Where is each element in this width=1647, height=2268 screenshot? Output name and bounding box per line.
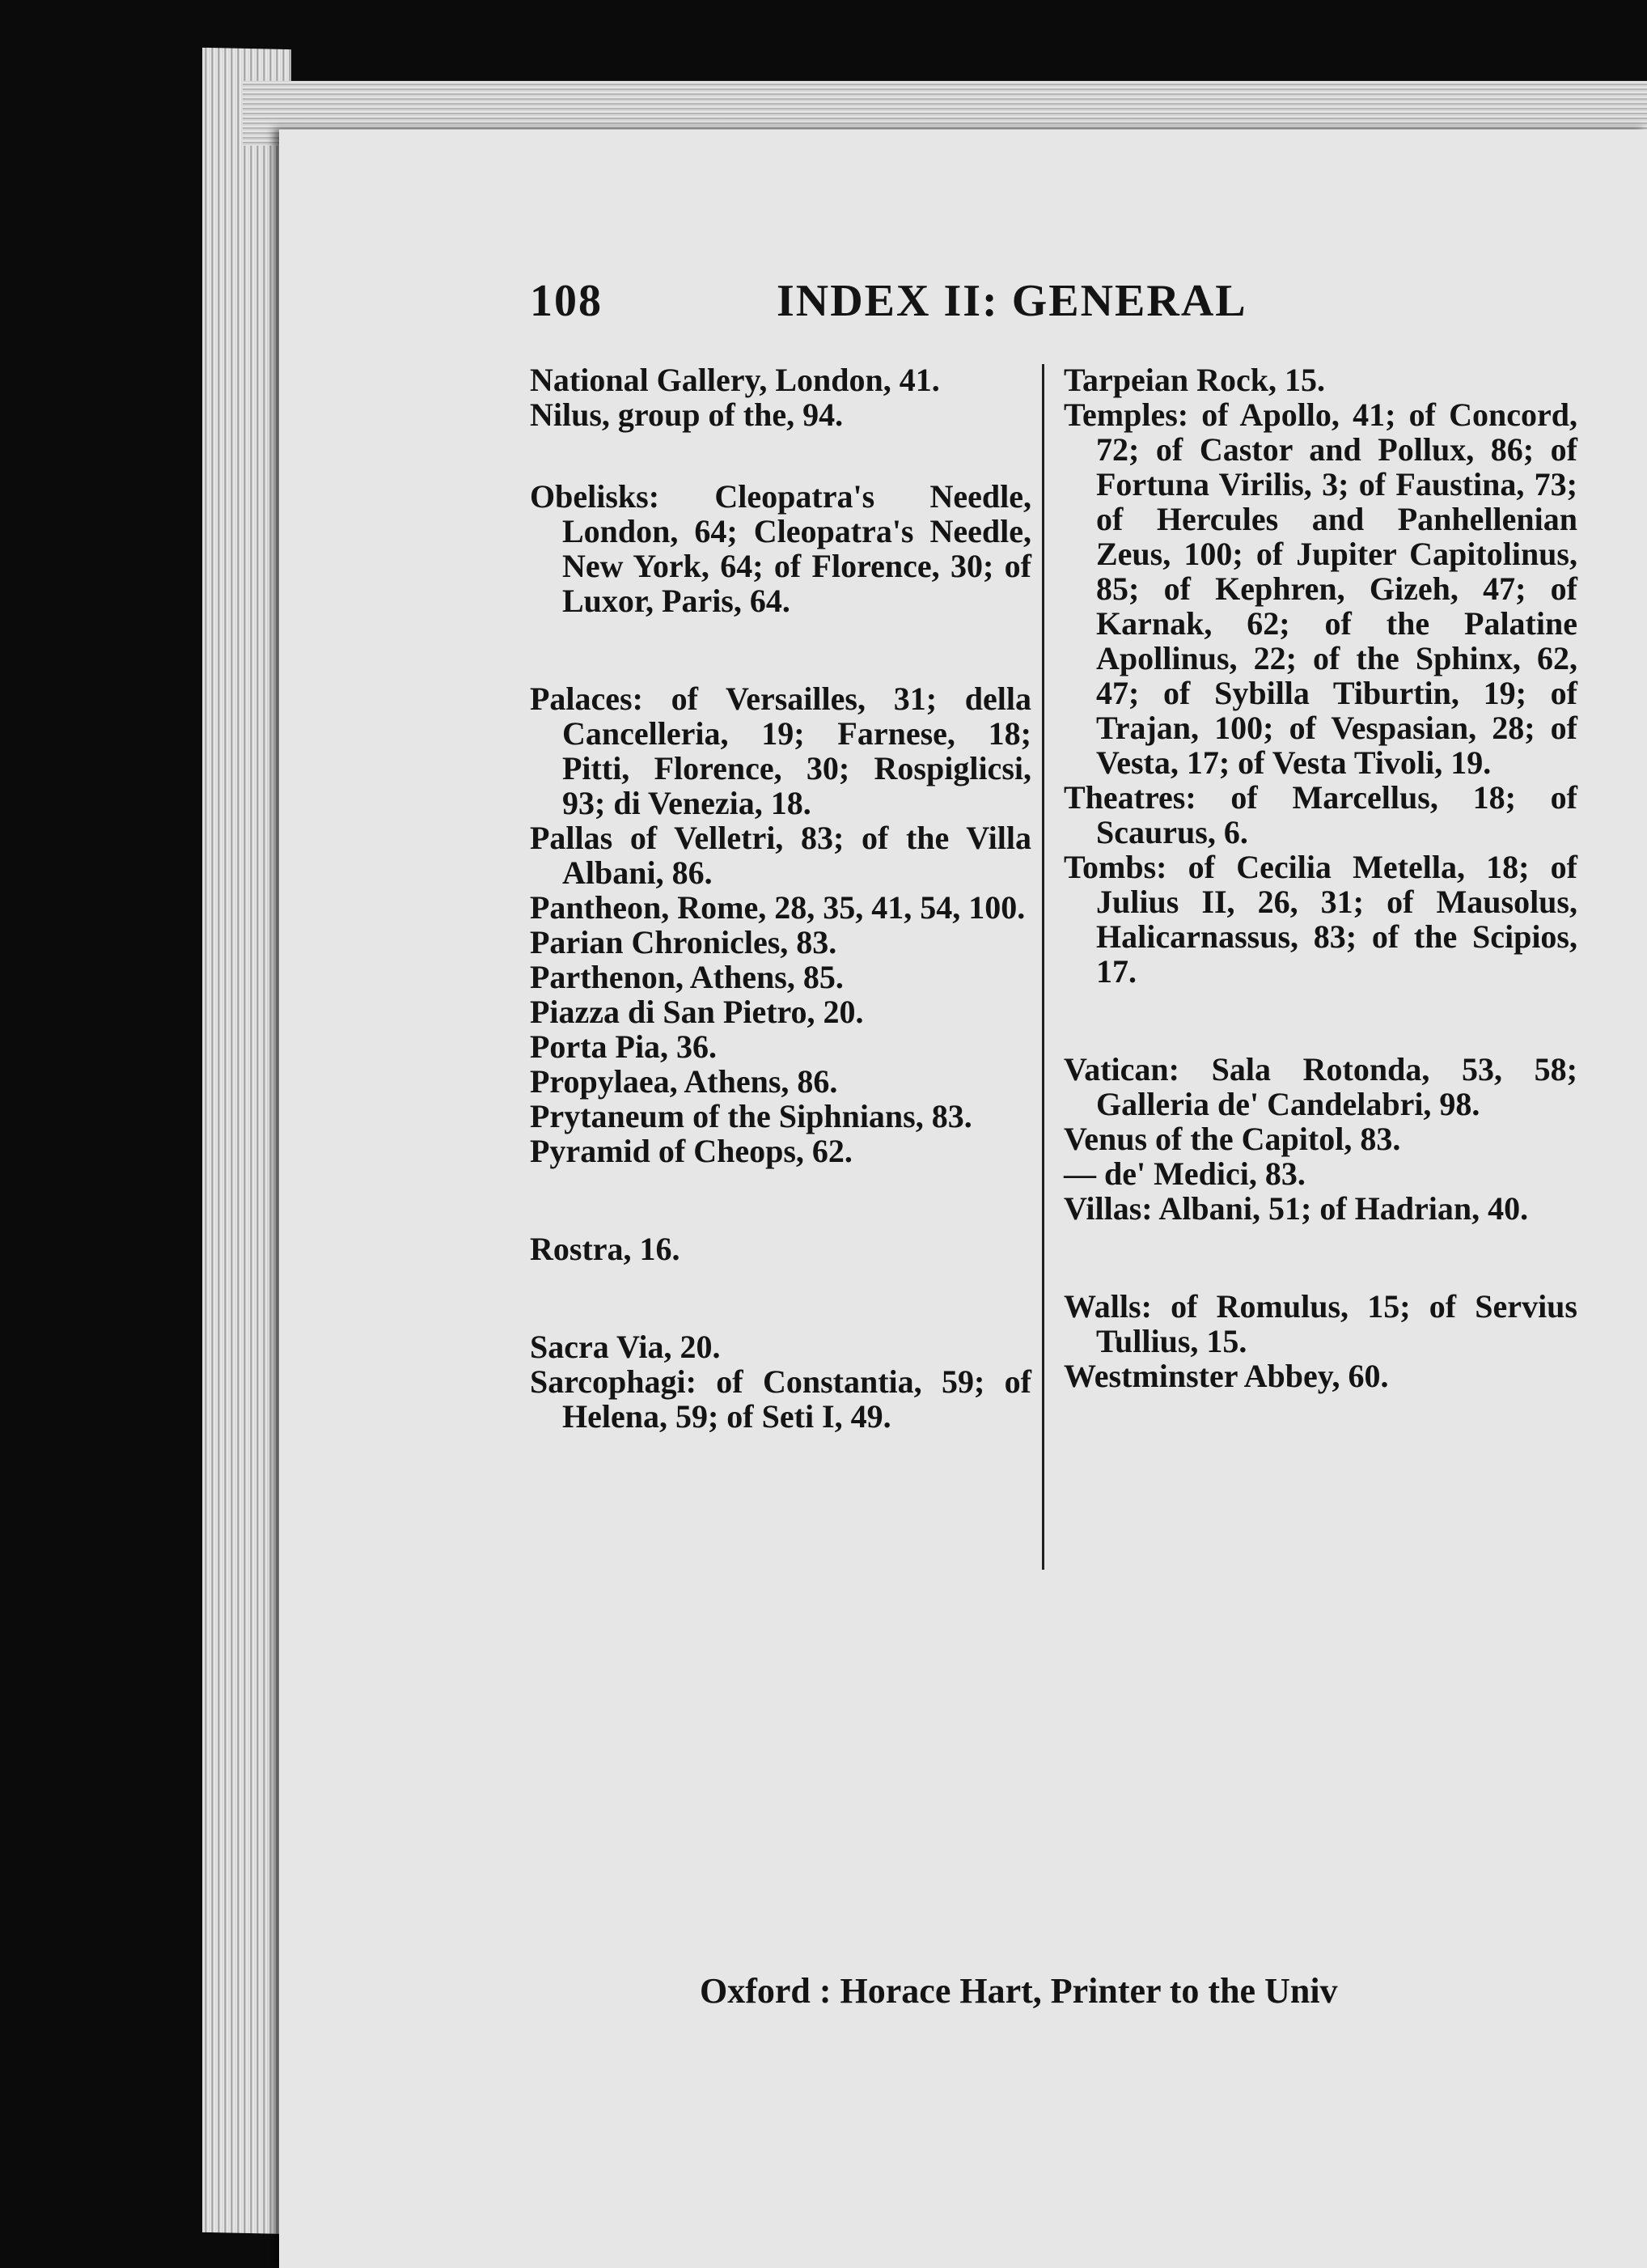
index-entry: Pantheon, Rome, 28, 35, 41, 54, 100. (530, 889, 1026, 926)
column-divider (1042, 364, 1044, 1570)
index-entry: Venus of the Capitol, 83. (1064, 1121, 1401, 1157)
index-column-left (530, 362, 1031, 1434)
index-entry: Parian Chronicles, 83. (530, 924, 837, 960)
index-entry: Obelisks: Cleopatra's Needle, London, 64; Cleopatra's Needle, New York, 64; of Florence, 30; of Luxor, Paris, 64. (530, 478, 1031, 619)
index-entry: Tarpeian Rock, 15. (1064, 362, 1326, 398)
index-entry: Parthenon, Athens, 85. (530, 959, 844, 995)
index-entry: Pallas of Velletri, 83; of the Villa Albani, 86. (530, 820, 1031, 891)
index-entry: Walls: of Romulus, 15; of Servius Tullius, 15. (1064, 1288, 1577, 1359)
index-entry: Pyramid of Cheops, 62. (530, 1133, 853, 1169)
index-entry: Westminster Abbey, 60. (1064, 1358, 1389, 1394)
index-entry: — de' Medici, 83. (1064, 1155, 1306, 1192)
index-entry: Vatican: Sala Rotonda, 53, 58; Galleria de' Candelabri, 98. (1064, 1051, 1577, 1122)
entry-gap (530, 1266, 1031, 1329)
index-entry: Prytaneum of the Siphnians, 83. (530, 1098, 972, 1134)
entry-gap (1064, 1226, 1577, 1289)
page-number: 108 (530, 276, 603, 326)
index-entry: National Gallery, London, 41. (530, 362, 940, 398)
running-header (530, 275, 1306, 332)
index-entry: Nilus, group of the, 94. (530, 396, 844, 433)
entry-gap (1064, 989, 1577, 1052)
printer-imprint: Oxford : Horace Hart, Printer to the Univ (700, 1971, 1338, 2011)
index-entry: Palaces: of Versailles, 31; della Cancelleria, 19; Farnese, 18; Pitti, Florence, 30; Rospiglicsi, 93; di Venezia, 18. (530, 680, 1031, 821)
index-entry: Temples: of Apollo, 41; of Concord, 72; of Castor and Pollux, 86; of Fortuna Virilis, 3; of Faustina, 73; of Hercules and Panhellenian Zeus, 100; of Jupiter Capitolinus, 85; of Kephren, Gizeh, 47; of Karnak, 62; of the Palatine Apollinus, 22; of the Sphinx, 62, 47; of Sybilla Tiburtin, 19; of Trajan, 100; of Vespasian, 28; of Vesta, 17; of Vesta Tivoli, 19. (1064, 396, 1577, 781)
index-entry: Sacra Via, 20. (530, 1329, 721, 1365)
index-entry: Propylaea, Athens, 86. (530, 1063, 838, 1100)
index-column-right (1064, 362, 1577, 1393)
index-entry: Porta Pia, 36. (530, 1028, 718, 1065)
entry-gap (530, 618, 1031, 681)
index-entry: Rostra, 16. (530, 1231, 680, 1267)
index-entry: Theatres: of Marcellus, 18; of Scaurus, 6. (1064, 779, 1577, 850)
page-title: INDEX II: GENERAL (777, 276, 1247, 326)
page-edges (202, 48, 291, 2234)
index-entry: Villas: Albani, 51; of Hadrian, 40. (1064, 1190, 1529, 1227)
index-entry: Sarcophagi: of Constantia, 59; of Helena, 59; of Seti I, 49. (530, 1363, 1031, 1435)
entry-gap (530, 1168, 1031, 1232)
index-entry: Tombs: of Cecilia Metella, 18; of Julius II, 26, 31; of Mausolus, Halicarnassus, 83; of the Scipios, 17. (1064, 849, 1577, 990)
entry-gap (530, 432, 1031, 479)
index-entry: Piazza di San Pietro, 20. (530, 994, 864, 1030)
